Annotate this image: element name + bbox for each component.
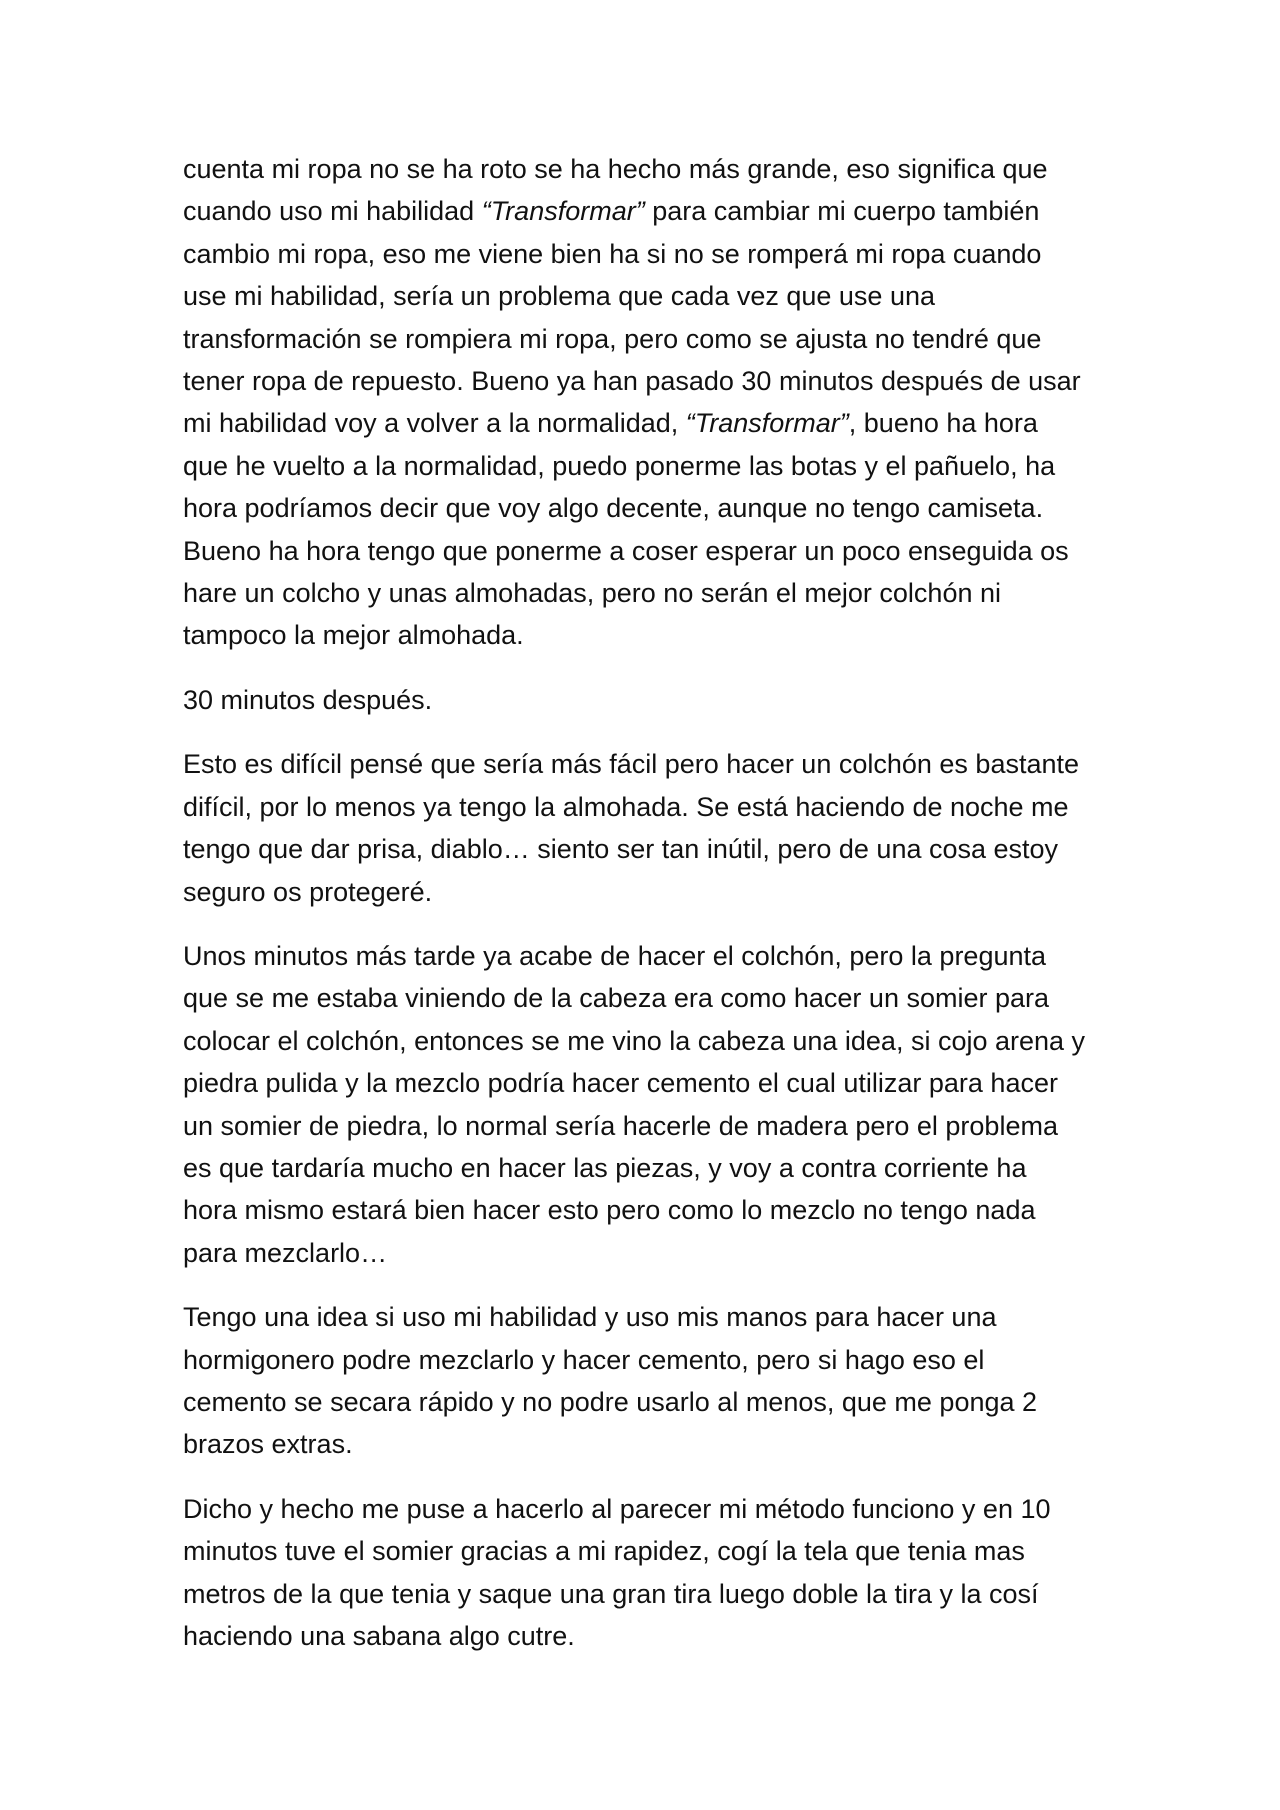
text-line: [183, 1020, 1103, 1062]
text-line: [183, 679, 1103, 721]
text-line: [183, 786, 1103, 828]
text-run: un somier de piedra, lo normal sería hacerle de madera pero el problema: [183, 1110, 1058, 1141]
text-line: [183, 1232, 1103, 1274]
text-line: [183, 233, 1103, 275]
text-run: Unos minutos más tarde ya acabe de hacer el colchón, pero la pregunta: [183, 940, 1047, 971]
text-run: Tengo una idea si uso mi habilidad y uso mis manos para hacer una: [183, 1302, 997, 1333]
text-run: hare un colcho y unas almohadas, pero no serán el mejor colchón ni: [183, 578, 1001, 609]
text-run: para mezclarlo…: [183, 1237, 388, 1268]
text-line: [183, 1615, 1103, 1657]
text-line: [183, 360, 1103, 402]
text-run: tampoco la mejor almohada.: [183, 620, 524, 651]
text-line: [183, 977, 1103, 1019]
text-line: [183, 1339, 1103, 1381]
text-run: use mi habilidad, sería un problema que cada vez que use una: [183, 281, 935, 312]
document-body: [183, 148, 1103, 1679]
paragraph: [183, 148, 1103, 657]
text-line: [183, 1423, 1103, 1465]
text-run: Dicho y hecho me puse a hacerlo al parecer mi método funciono y en 10: [183, 1493, 1051, 1524]
text-line: [183, 190, 1103, 232]
text-run: metros de la que tenia y saque una gran tira luego doble la tira y la cosí: [183, 1578, 1039, 1609]
text-run: piedra pulida y la mezclo podría hacer cemento el cual utilizar para hacer: [183, 1068, 1058, 1099]
text-run: transformación se rompiera mi ropa, pero como se ajusta no tendré que: [183, 323, 1042, 354]
paragraph: [183, 743, 1103, 913]
italic-text-run: “Transformar”: [481, 196, 645, 227]
text-line: [183, 318, 1103, 360]
text-line: [183, 530, 1103, 572]
text-line: [183, 1062, 1103, 1104]
text-line: [183, 828, 1103, 870]
text-line: [183, 572, 1103, 614]
text-run: hormigonero podre mezclarlo y hacer cemento, pero si hago eso el: [183, 1344, 985, 1375]
text-line: [183, 1147, 1103, 1189]
text-run: tener ropa de repuesto. Bueno ya han pasado 30 minutos después de usar: [183, 366, 1081, 397]
paragraph: [183, 679, 1103, 721]
text-run: tengo que dar prisa, diablo… siento ser tan inútil, pero de una cosa estoy: [183, 834, 1059, 865]
text-run: es que tardaría mucho en hacer las piezas, y voy a contra corriente ha: [183, 1152, 1027, 1183]
text-line: [183, 1296, 1103, 1338]
text-line: [183, 1189, 1103, 1231]
paragraph: [183, 935, 1103, 1274]
text-run: haciendo una sabana algo cutre.: [183, 1621, 575, 1651]
text-run: Bueno ha hora tengo que ponerme a coser esperar un poco enseguida os: [183, 535, 1069, 566]
text-line: [183, 1488, 1103, 1530]
text-run: seguro os protegeré.: [183, 876, 433, 907]
text-line: [183, 1530, 1103, 1572]
text-line: [183, 445, 1103, 487]
text-line: [183, 614, 1103, 656]
text-run: para cambiar mi cuerpo también: [644, 196, 1040, 227]
italic-text-run: “Transformar”: [685, 408, 849, 439]
text-run: hora mismo estará bien hacer esto pero como lo mezclo no tengo nada: [183, 1195, 1036, 1226]
text-run: cuenta mi ropa no se ha roto se ha hecho más grande, eso significa que: [183, 154, 1048, 184]
text-line: [183, 1105, 1103, 1147]
text-run: brazos extras.: [183, 1429, 353, 1460]
paragraph: [183, 1488, 1103, 1658]
text-run: cuando uso mi habilidad: [183, 196, 482, 227]
text-run: que he vuelto a la normalidad, puedo ponerme las botas y el pañuelo, ha: [183, 450, 1056, 481]
text-run: difícil, por lo menos ya tengo la almohada. Se está haciendo de noche me: [183, 791, 1069, 822]
text-run: cemento se secara rápido y no podre usarlo al menos, que me ponga 2: [183, 1386, 1038, 1417]
text-run: mi habilidad voy a volver a la normalidad,: [183, 408, 686, 439]
text-run: Esto es difícil pensé que sería más fácil pero hacer un colchón es bastante: [183, 749, 1080, 780]
paragraph: [183, 1296, 1103, 1466]
text-run: minutos tuve el somier gracias a mi rapidez, cogí la tela que tenia mas: [183, 1536, 1025, 1567]
text-run: cambio mi ropa, eso me viene bien ha si no se romperá mi ropa cuando: [183, 238, 1042, 269]
text-line: [183, 487, 1103, 529]
text-run: que se me estaba viniendo de la cabeza era como hacer un somier para: [183, 983, 1050, 1014]
text-run: 30 minutos después.: [183, 684, 433, 715]
text-line: [183, 743, 1103, 785]
text-line: [183, 402, 1103, 444]
text-line: [183, 148, 1103, 190]
text-line: [183, 871, 1103, 913]
text-run: hora podríamos decir que voy algo decente, aunque no tengo camiseta.: [183, 493, 1044, 524]
text-line: [183, 275, 1103, 317]
text-run: , bueno ha hora: [848, 408, 1038, 439]
text-line: [183, 1381, 1103, 1423]
text-line: [183, 1573, 1103, 1615]
text-line: [183, 935, 1103, 977]
text-run: colocar el colchón, entonces se me vino la cabeza una idea, si cojo arena y: [183, 1025, 1086, 1056]
